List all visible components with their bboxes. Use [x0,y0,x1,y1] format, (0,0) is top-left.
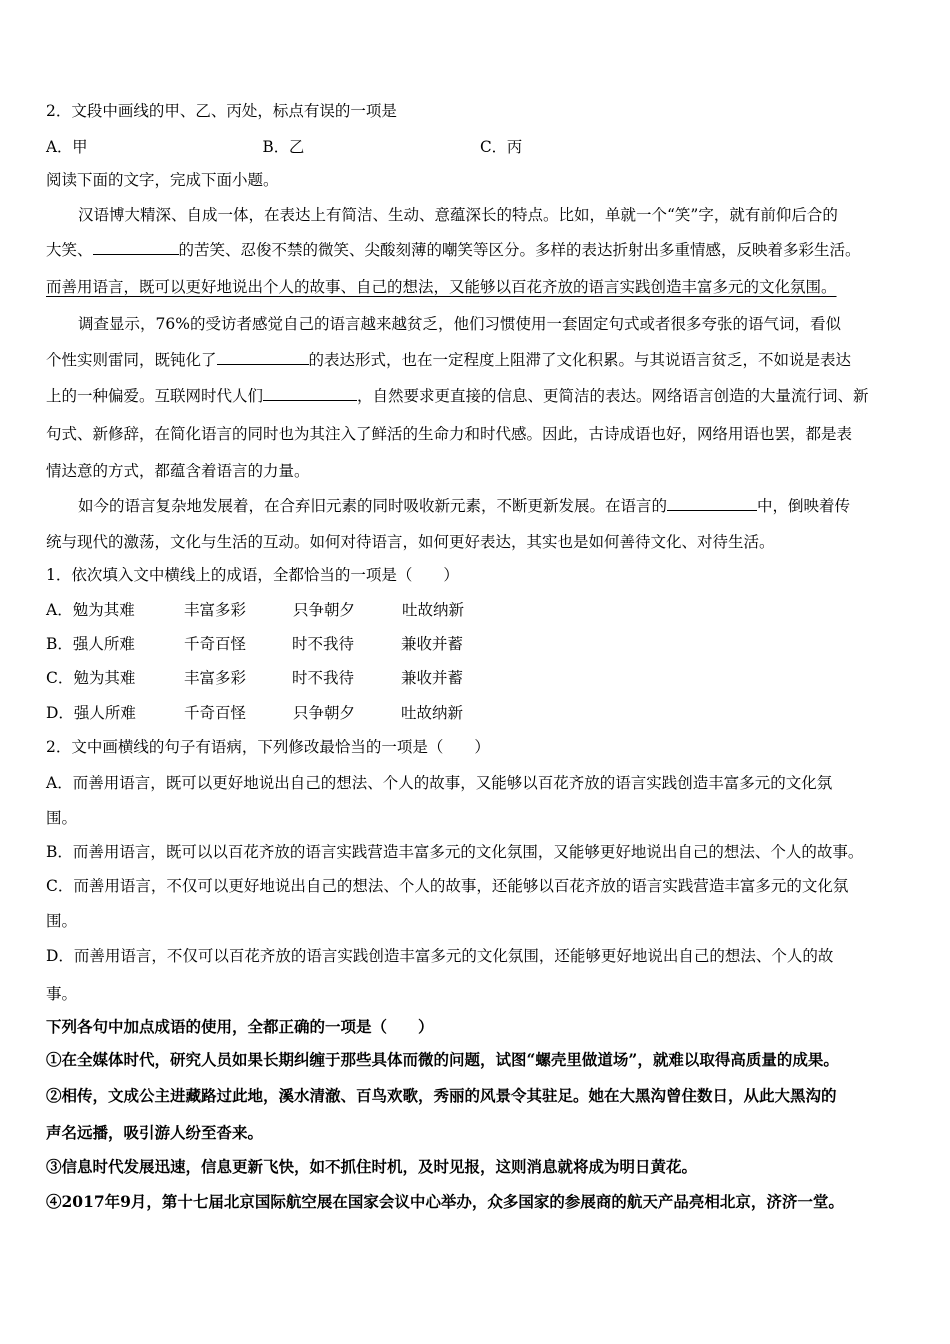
fill-blank-4 [667,496,757,511]
underlined-sentence: 而善用语言，既可以更好地说出个人的故事、自己的想法，又能够以百花齐放的语言实践创造丰富多元的文化氛围。 [46,278,837,296]
option-b: B．乙 [262,138,305,156]
passage-p2-line1: 调查显示，76%的受访者感觉自己的语言越来越贫乏，他们习惯使用一套固定句式或者很多夸张的语气词，看似 [78,315,841,333]
q2-option-a-line1: A．而善用语言，既可以更好地说出自己的想法、个人的故事，又能够以百花齐放的语言实践创造丰富多元的文化氛 [46,774,833,792]
passage-p3-line1: 如今的语言复杂地发展着，在合弃旧元素的同时吸收新元素，不断更新发展。在语言的 中，倒映着传 [78,497,851,515]
q2-option-d-line1: D．而善用语言，不仅可以百花齐放的语言实践创造丰富多元的文化氛围，还能够更好地说出自己的想法、个人的故 [46,947,834,965]
option-a: A．甲 [46,138,88,156]
passage-p3-line2: 统与现代的激荡，文化与生活的互动。如何对待语言，如何更好表达，其实也是如何善待文化、对待生活。 [46,533,775,551]
q3-sentence-3: ③信息时代发展迅速，信息更新飞快，如不抓住时机，及时见报，这则消息就将成为明日黄花。 [46,1157,698,1176]
passage-p1-line2: 大笑、 的苦笑、忍俊不禁的微笑、尖酸刻薄的嘲笑等区分。多样的表达折射出多重情感，反映着多彩生活。 [46,241,861,259]
option-c: C．丙 [479,138,523,156]
passage-p1-line1: 汉语博大精深、自成一体，在表达上有简洁、生动、意蕴深长的特点。比如，单就一个“笑”字，就有前仰后合的 [78,206,838,224]
q2-option-a-line2: 围。 [46,809,78,827]
question-2: 2．文中画横线的句子有语病，下列修改最恰当的一项是（ ） [46,738,490,756]
question-1: 1．依次填入文中横线上的成语，全都恰当的一项是（ ） [46,566,459,584]
q2-option-c-line2: 围。 [46,912,78,930]
passage-p2-line2: 个性实则雷同，既钝化了 的表达形式，也在一定程度上阻滞了文化积累。与其说语言贫乏，不如说是表达 [46,351,852,369]
fill-blank-3 [263,386,357,401]
q2-option-b: B．而善用语言，既可以以百花齐放的语言实践营造丰富多元的文化氛围，又能够更好地说出自己的想法、个人的故事。 [46,843,864,861]
document-page: 2．文段中画线的甲、乙、丙处，标点有误的一项是 A．甲 B．乙 C．丙 阅读下面的文字，完成下面小题。 汉语博大精深、自成一体，在表达上有简洁、生动、意蕴深长的特点。比如，单就一个“笑”字，就有前仰后合的 大笑、 的苦笑、忍俊不禁的微笑、尖酸刻薄的嘲笑等区分。多样的表达折射出多重情感，反映着多彩生活。 而善用语言，既可以更好地说出个人的故事、自己的想法，又能够以百花齐放的语言实践创造丰富多元的文化氛围。 调查显示，76%的受访者感觉自己的语言越来越贫乏，他们习惯使用一套固定句式或者很多夸张的语气词，看似 个性实则雷同，既钝化了 的表达形式，也在一定程度上阻滞了文化积累。与其说语言贫乏，不如说是表达 上的一种偏爱。互联网时代人们 ，自然要求更直接的信息、更简洁的表达。网络语言创造的大量流行词、新 句式、新修辞，在简化语言的同时也为其注入了鲜活的生命力和时代感。因此，古诗成语也好，网络用语也罢，都是表 情达意的方式，都蕴含着语言的力量。 如今的语言复杂地发展着，在合弃旧元素的同时吸收新元素，不断更新发展。在语言的 中，倒映着传 统与现代的激荡，文化与生活的互动。如何对待语言，如何更好表达，其实也是如何善待文化、对待生活。 1．依次填入文中横线上的成语，全都恰当的一项是（ ） A．勉为其难 丰富多彩 只争朝夕 吐故纳新 B．强人所难 千奇百怪 时不我待 兼收并蓄 C．勉为其难 丰富多彩 时不我待 兼收并蓄 D．强人所难 千奇百怪 只争朝夕 吐故纳新 2．文中画横线的句子有语病，下列修改最恰当的一项是（ ） A．而善用语言，既可以更好地说出自己的想法、个人的故事，又能够以百花齐放的语言实践创造丰富多元的文化氛 围。 B．而善用语言，既可以以百花齐放的语言实践营造丰富多元的文化氛围，又能够更好地说出自己的想法、个人的故事。 C．而善用语言，不仅可以更好地说出自己的想法、个人的故事，还能够以百花齐放的语言实践营造丰富多元的文化氛 围。 D．而善用语言，不仅可以百花齐放的语言实践创造丰富多元的文化氛围，还能够更好地说出自己的想法、个人的故 事。 下列各句中加点成语的使用，全都正确的一项是（ ） ①在全媒体时代，研究人员如果长期纠缠于那些具体而微的问题，试图“螺壳里做道场”，就难以取得高质量的成果。 ②相传，文成公主进藏路过此地，溪水清澈、百鸟欢歌，秀丽的风景令其驻足。她在大黑沟曾住数日，从此大黑沟的 声名远播，吸引游人纷至沓来。 ③信息时代发展迅速，信息更新飞快，如不抓住时机，及时见报，这则消息就将成为明日黄花。 ④2017年9月，第十七届北京国际航空展在国家会议中心举办，众多国家的参展商的航天产品亮相北京，济济一堂。 [46,102,869,1211]
q2-option-d-line2: 事。 [46,985,78,1003]
q3-sentence-2-line1: ②相传，文成公主进藏路过此地，溪水清澈、百鸟欢歌，秀丽的风景令其驻足。她在大黑沟曾住数日，从此大黑沟的 [46,1086,837,1105]
prev-question-2: 2．文段中画线的甲、乙、丙处，标点有误的一项是 [46,102,397,120]
fill-blank-2 [217,350,309,365]
fill-blank-1 [93,240,179,255]
passage-p2-line4: 句式、新修辞，在简化语言的同时也为其注入了鲜活的生命力和时代感。因此，古诗成语也好，网络用语也罢，都是表 [46,425,853,443]
q3-sentence-1: ①在全媒体时代，研究人员如果长期纠缠于那些具体而微的问题，试图“螺壳里做道场”，就难以取得高质量的成果。 [46,1050,839,1069]
q3-sentence-2-line2: 声名远播，吸引游人纷至沓来。 [46,1123,264,1142]
q3-sentence-4: ④2017年9月，第十七届北京国际航空展在国家会议中心举办，众多国家的参展商的航天产品亮相北京，济济一堂。 [46,1192,844,1211]
passage-p2-line5: 情达意的方式，都蕴含着语言的力量。 [46,462,310,480]
passage-p2-line3: 上的一种偏爱。互联网时代人们 ，自然要求更直接的信息、更简洁的表达。网络语言创造的大量流行词、新 [46,387,869,405]
reading-intro: 阅读下面的文字，完成下面小题。 [46,171,279,189]
question-3: 下列各句中加点成语的使用，全都正确的一项是（ ） [46,1017,434,1036]
q2-option-c-line1: C．而善用语言，不仅可以更好地说出自己的想法、个人的故事，还能够以百花齐放的语言实践营造丰富多元的文化氛 [46,877,849,895]
